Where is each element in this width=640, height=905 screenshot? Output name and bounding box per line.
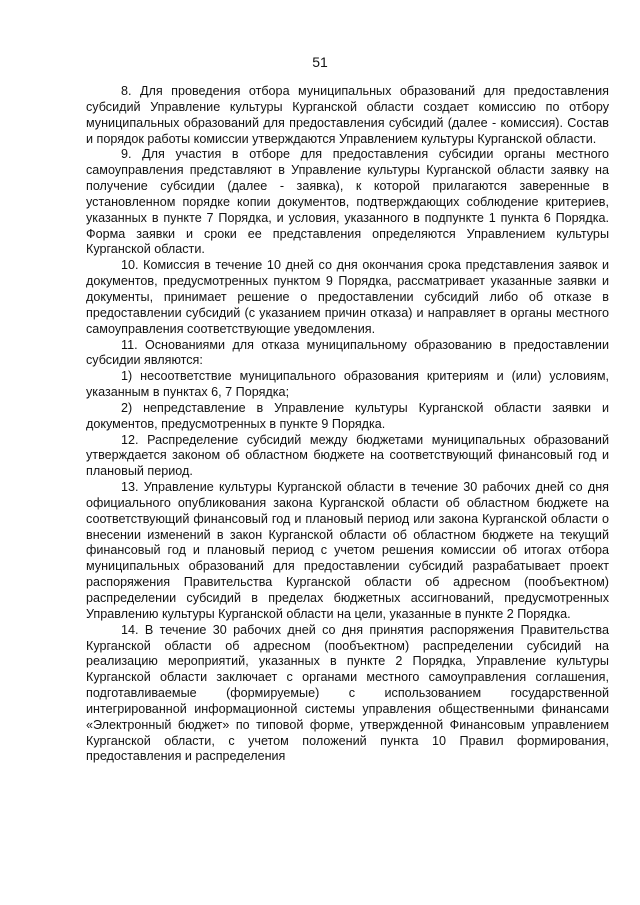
page-number: 51	[312, 54, 328, 70]
paragraph-11-item-1: 1) несоответствие муниципального образования критериям и (или) условиям, указанным в пунктах 6, 7 Порядка;	[86, 369, 609, 400]
paragraph-14: 14. В течение 30 рабочих дней со дня принятия распоряжения Правительства Курганской области об адресном (пообъектном) распределении субсидий на реализацию мероприятий, указанных в пункте 2 Порядка, Управление культуры Курганской области заключает с органами местного самоуправления соглашения, подготавливаемые (формируемые) с использованием государственной интегрированной информационной системы управления общественными финансами «Электронный бюджет» по типовой форме, утвержденной Финансовым управлением Курганской области, с учетом положений пункта 10 Правил формирования, предоставления и распределения	[86, 622, 609, 764]
paragraph-9: 9. Для участия в отборе для предоставления субсидии органы местного самоуправления представляют в Управление культуры Курганской области заявку на получение субсидии (далее - заявка), к которой прилагаются заверенные в установленном порядке копии документов, подтверждающих соблюдение критериев, указанных в пункте 7 Порядка, и условия, указанного в подпункте 1 пункта 6 Порядка. Форма заявки и сроки ее представления определяются Управлением культуры Курганской области.	[86, 147, 609, 257]
paragraph-11: 11. Основаниями для отказа муниципальному образованию в предоставлении субсидии являются:	[86, 337, 609, 368]
paragraph-8: 8. Для проведения отбора муниципальных образований для предоставления субсидий Управление культуры Курганской области создает комиссию по отбору муниципальных образований для предоставления субсидий (далее - комиссия). Состав и порядок работы комиссии утверждаются Управлением культуры Курганской области.	[86, 84, 609, 146]
paragraph-11-item-2: 2) непредставление в Управление культуры Курганской области заявки и документов, предусмотренных в пункте 9 Порядка.	[86, 400, 609, 431]
document-body	[86, 84, 609, 765]
paragraph-10: 10. Комиссия в течение 10 дней со дня окончания срока представления заявок и документов, предусмотренных пунктом 9 Порядка, рассматривает указанные заявки и документы, принимает решение о предоставлении субсидий либо об отказе в предоставлении субсидий (с указанием причин отказа) и направляет в органы местного самоуправления соответствующие уведомления.	[86, 258, 609, 336]
paragraph-12: 12. Распределение субсидий между бюджетами муниципальных образований утверждается законом об областном бюджете на соответствующий финансовый год и плановый период.	[86, 432, 609, 479]
paragraph-13: 13. Управление культуры Курганской области в течение 30 рабочих дней со дня официального опубликования закона Курганской области об областном бюджете на соответствующий финансовый год и плановый период или закона Курганской области о внесении изменений в закон Курганской области об областном бюджете на текущий финансовый год и плановый период с учетом решения комиссии об итогах отбора муниципальных образований для предоставлении субсидий разрабатывает проект распоряжения Правительства Курганской области об адресном (пообъектном) распределении субсидий в пределах бюджетных ассигнований, предусмотренных Управлению культуры Курганской области на цели, указанные в пункте 2 Порядка.	[86, 480, 609, 621]
